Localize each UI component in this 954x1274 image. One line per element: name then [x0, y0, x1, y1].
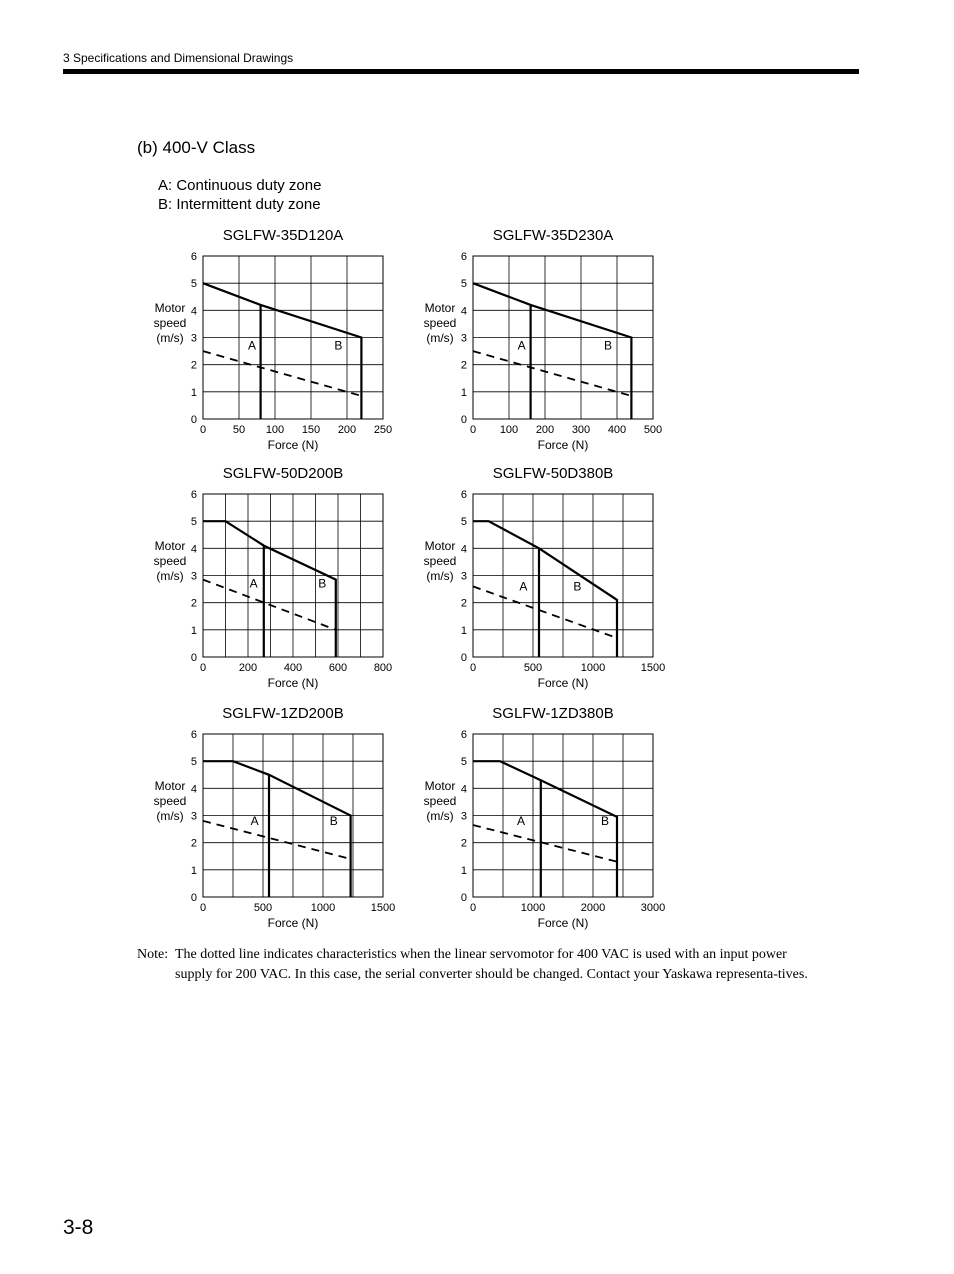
- y-axis-label: (m/s): [426, 569, 454, 583]
- y-tick-label: 1: [460, 624, 467, 637]
- zone-label: A: [516, 814, 526, 829]
- x-tick-label: 50: [232, 424, 246, 436]
- x-tick-label: 500: [643, 424, 663, 436]
- x-tick-label: 2000: [580, 902, 606, 914]
- y-tick-label: 2: [190, 837, 197, 850]
- y-tick-label: 1: [190, 864, 197, 877]
- x-tick-label: 0: [469, 902, 477, 914]
- y-tick-label: 3: [190, 810, 197, 823]
- chart-title: SGLFW-35D230A: [492, 227, 614, 244]
- zone-label: A: [250, 814, 259, 829]
- y-tick-label: 5: [460, 278, 467, 291]
- y-axis-label: (m/s): [426, 809, 454, 823]
- chart-title: SGLFW-1ZD200B: [222, 705, 344, 722]
- running-header: 3 Specifications and Dimensional Drawings: [63, 51, 294, 65]
- gridlines: [203, 494, 383, 657]
- y-tick-label: 1: [190, 386, 197, 399]
- y-tick-label: 6: [190, 251, 197, 263]
- zone-label: A: [519, 579, 528, 594]
- x-tick-label: 800: [373, 662, 393, 674]
- x-tick-label: 250: [373, 424, 393, 436]
- x-tick-label: 400: [283, 662, 303, 674]
- y-tick-label: 6: [460, 489, 467, 501]
- series-line-dashed: [473, 586, 617, 638]
- y-tick-label: 1: [460, 864, 467, 877]
- y-tick-label: 3: [460, 332, 467, 345]
- y-tick-label: 5: [190, 278, 197, 291]
- gridlines: [473, 734, 653, 897]
- zone-label: A: [517, 338, 526, 353]
- y-axis-label: Motor: [154, 539, 186, 553]
- x-tick-label: 1500: [640, 662, 666, 674]
- x-tick-label: 0: [199, 424, 207, 436]
- x-tick-label: 100: [265, 424, 285, 436]
- y-tick-label: 1: [460, 386, 467, 399]
- chart-svg: [420, 462, 740, 692]
- legend-b: B: Intermittent duty zone: [158, 196, 321, 213]
- y-tick-label: 0: [190, 652, 197, 664]
- x-axis-label: Force (N): [267, 916, 319, 930]
- chart-sglfw-1zd380b: [420, 702, 740, 932]
- x-axis-label: Force (N): [267, 676, 319, 690]
- x-tick-label: 0: [199, 902, 207, 914]
- note: [137, 945, 817, 984]
- zone-label: B: [318, 576, 327, 591]
- zone-label: A: [249, 576, 258, 591]
- y-tick-label: 5: [460, 516, 467, 529]
- chart-sglfw-35d230a: [420, 224, 740, 454]
- header-rule: [63, 69, 859, 74]
- y-tick-label: 2: [460, 359, 467, 372]
- x-tick-label: 1500: [370, 902, 396, 914]
- x-tick-label: 200: [238, 662, 258, 674]
- series-line-dashed: [473, 351, 631, 396]
- y-axis-label: Motor: [154, 301, 186, 315]
- y-tick-label: 4: [460, 305, 467, 318]
- chart-sglfw-50d380b: [420, 462, 740, 692]
- y-tick-label: 1: [190, 624, 197, 637]
- chart-title: SGLFW-50D200B: [222, 465, 344, 482]
- legend-a: A: Continuous duty zone: [158, 177, 322, 194]
- x-tick-label: 600: [328, 662, 348, 674]
- y-tick-label: 2: [190, 597, 197, 610]
- y-tick-label: 5: [460, 756, 467, 769]
- y-axis-label: speed: [423, 316, 457, 330]
- y-tick-label: 4: [190, 543, 197, 556]
- y-tick-label: 6: [460, 729, 467, 741]
- y-axis-label: speed: [423, 554, 457, 568]
- y-axis-label: speed: [153, 316, 187, 330]
- x-tick-label: 200: [535, 424, 555, 436]
- y-tick-label: 0: [460, 414, 467, 426]
- gridlines: [203, 734, 383, 897]
- note-label: Note:: [137, 947, 169, 962]
- x-tick-label: 400: [607, 424, 627, 436]
- chart-title: SGLFW-50D380B: [492, 465, 614, 482]
- y-tick-label: 5: [190, 756, 197, 769]
- x-tick-label: 0: [469, 424, 477, 436]
- y-tick-label: 0: [460, 892, 467, 904]
- zone-label: B: [329, 814, 338, 829]
- series-line-dashed: [203, 351, 361, 396]
- series-line-solid: [473, 761, 617, 897]
- x-tick-label: 0: [469, 662, 477, 674]
- y-tick-label: 0: [460, 652, 467, 664]
- y-tick-label: 2: [460, 597, 467, 610]
- y-axis-label: Motor: [424, 539, 456, 553]
- x-tick-label: 0: [199, 662, 207, 674]
- y-tick-label: 6: [460, 251, 467, 263]
- zone-label: B: [603, 338, 613, 353]
- y-tick-label: 3: [460, 570, 467, 583]
- series-line-solid: [473, 521, 617, 657]
- chart-svg: [420, 224, 740, 454]
- zone-label: B: [600, 814, 610, 829]
- y-tick-label: 2: [460, 837, 467, 850]
- x-tick-label: 300: [571, 424, 591, 436]
- x-tick-label: 500: [523, 662, 543, 674]
- x-tick-label: 3000: [640, 902, 666, 914]
- x-tick-label: 1000: [520, 902, 546, 914]
- x-tick-label: 1000: [310, 902, 336, 914]
- chart-title: SGLFW-35D120A: [222, 227, 344, 244]
- y-axis-label: Motor: [154, 779, 186, 793]
- x-tick-label: 500: [253, 902, 273, 914]
- y-tick-label: 6: [190, 729, 197, 741]
- x-axis-label: Force (N): [537, 916, 589, 930]
- y-tick-label: 3: [460, 810, 467, 823]
- zone-label: B: [334, 338, 343, 353]
- y-axis-label: (m/s): [156, 331, 184, 345]
- zone-label: A: [247, 338, 256, 353]
- y-tick-label: 3: [190, 570, 197, 583]
- x-axis-label: Force (N): [537, 676, 589, 690]
- x-axis-label: Force (N): [537, 438, 589, 452]
- page-number: 3-8: [63, 1216, 94, 1239]
- x-tick-label: 150: [301, 424, 321, 436]
- x-tick-label: 100: [499, 424, 519, 436]
- chart-svg: [420, 702, 740, 932]
- y-tick-label: 0: [190, 414, 197, 426]
- y-tick-label: 6: [190, 489, 197, 501]
- y-tick-label: 3: [190, 332, 197, 345]
- y-axis-label: Motor: [424, 301, 456, 315]
- y-axis-label: (m/s): [156, 569, 184, 583]
- series-line-dashed: [203, 821, 351, 859]
- y-axis-label: (m/s): [156, 809, 184, 823]
- x-tick-label: 1000: [580, 662, 606, 674]
- gridlines: [473, 494, 653, 657]
- y-tick-label: 2: [190, 359, 197, 372]
- x-tick-label: 200: [337, 424, 357, 436]
- zone-label: B: [573, 579, 582, 594]
- y-tick-label: 0: [190, 892, 197, 904]
- y-tick-label: 4: [190, 305, 197, 318]
- y-tick-label: 5: [190, 516, 197, 529]
- series-line-solid: [203, 761, 351, 897]
- y-axis-label: (m/s): [426, 331, 454, 345]
- chart-title: SGLFW-1ZD380B: [492, 705, 614, 722]
- x-axis-label: Force (N): [267, 438, 319, 452]
- y-tick-label: 4: [460, 543, 467, 556]
- y-axis-label: speed: [153, 554, 187, 568]
- y-tick-label: 4: [460, 783, 467, 796]
- y-axis-label: Motor: [424, 779, 456, 793]
- note-text: The dotted line indicates characteristics when the linear servomotor for 400 VAC is used with an input power supply for 200 VAC. In this case, the serial converter should be changed. Contact your Yaskawa representa-tives.: [175, 947, 808, 982]
- section-title: (b) 400-V Class: [137, 138, 256, 157]
- series-line-dashed: [473, 825, 617, 862]
- y-tick-label: 4: [190, 783, 197, 796]
- y-axis-label: speed: [153, 794, 187, 808]
- y-axis-label: speed: [423, 794, 457, 808]
